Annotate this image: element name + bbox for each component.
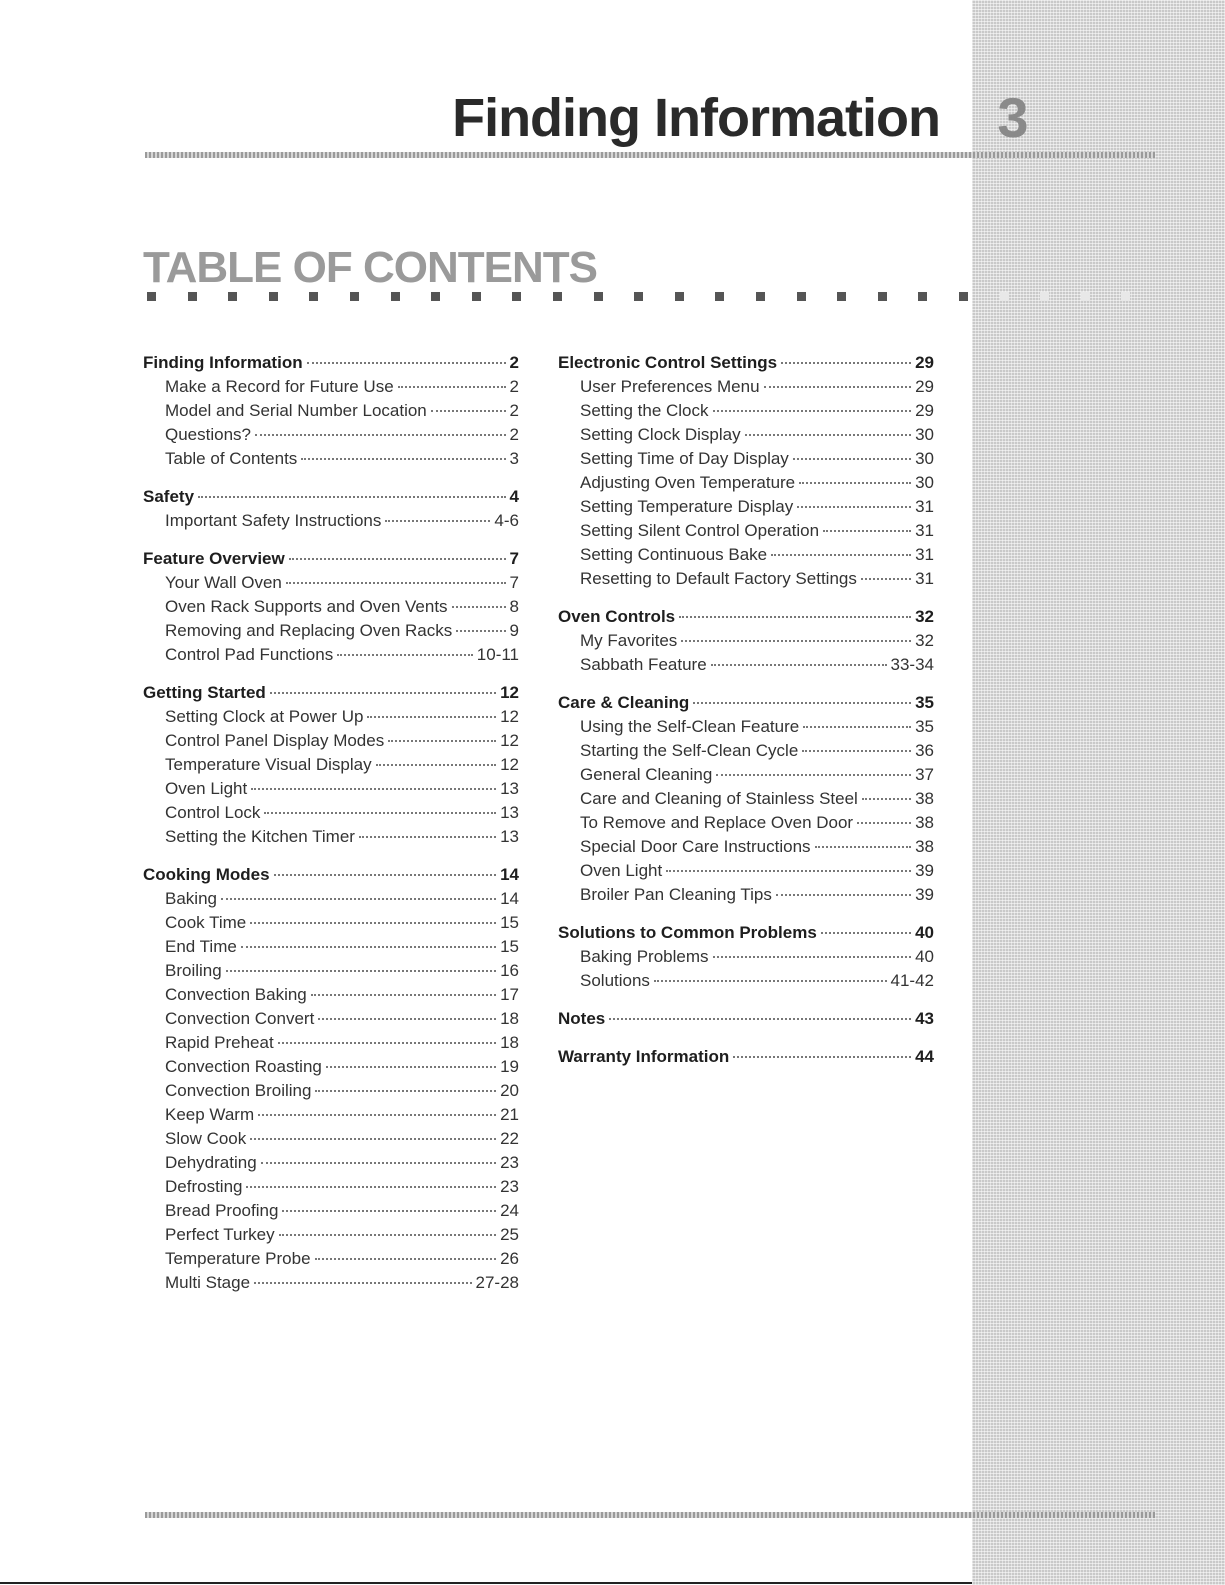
toc-entry-page-number: 19 [500,1057,519,1076]
toc-entry-page-number: 29 [915,377,934,396]
toc-section-heading-title: Finding Information [143,353,303,372]
toc-entry-title: Rapid Preheat [165,1033,274,1052]
toc-entry-page-number: 29 [915,401,934,420]
dot-leader [307,344,506,364]
toc-entry-page-number: 32 [915,631,934,650]
dot-leader [776,876,911,896]
dot-leader [270,674,496,694]
dot-leader [654,962,887,982]
toc-entry-page-number: 12 [500,707,519,726]
toc-entry-page-number: 27-28 [475,1273,519,1292]
toc-entry-title: To Remove and Replace Oven Door [580,813,854,832]
dot-leader [456,612,505,632]
toc-section-heading-title: Electronic Control Settings [558,353,778,372]
side-band [972,0,1225,1585]
page-title: Finding Information [452,88,940,148]
toc-entry-page-number: 7 [509,573,519,592]
divider-square [553,292,562,301]
dot-leader [452,588,506,608]
toc-section [558,1004,934,1028]
toc-entry-title: Make a Record for Future Use [165,377,394,396]
divider-square [878,292,887,301]
divider-square [350,292,359,301]
toc-entry[interactable] [143,640,519,664]
dot-leader [388,722,496,742]
toc-entry-title: Setting Clock Display [580,425,741,444]
toc-entry-title: Table of Contents [165,449,298,468]
toc-title: TABLE OF CONTENTS [143,243,597,292]
toc-entry-page-number: 13 [500,803,519,822]
toc-entry-page-number: 23 [500,1177,519,1196]
toc-entry-page-number: 15 [500,913,519,932]
divider-square [756,292,765,301]
toc-entry-title: Your Wall Oven [165,573,282,592]
toc-entry-title: Defrosting [165,1177,243,1196]
toc-entry-title: User Preferences Menu [580,377,760,396]
toc-section [558,918,934,990]
toc-entry-title: Multi Stage [165,1273,251,1292]
divider-square [675,292,684,301]
toc-entry-title: Oven Rack Supports and Oven Vents [165,597,448,616]
dot-leader [802,732,911,752]
toc-entry-page-number: 18 [500,1009,519,1028]
toc-entry-page-number: 21 [500,1105,519,1124]
toc-entry-page-number: 18 [500,1033,519,1052]
dot-leader [289,540,506,560]
dot-leader [359,818,496,838]
divider-square [147,292,156,301]
divider-square [797,292,806,301]
dot-leader [823,512,911,532]
divider-square [1121,292,1130,301]
toc-entry-page-number: 23 [500,1153,519,1172]
bottom-divider [145,1512,1155,1518]
toc-entry-page-number: 36 [915,741,934,760]
divider-square [918,292,927,301]
toc-entry-title: Convection Baking [165,985,307,1004]
divider-square [512,292,521,301]
toc-entry-page-number: 38 [915,813,934,832]
toc-section [143,678,519,846]
toc-entry-title: General Cleaning [580,765,713,784]
toc-entry-title: Questions? [165,425,251,444]
toc-entry-title: Setting the Clock [580,401,709,420]
dot-leader [198,478,506,498]
dot-leader [315,1240,497,1260]
divider-square [188,292,197,301]
toc-entry-page-number: 30 [915,449,934,468]
toc-entry-page-number: 12 [500,731,519,750]
toc-entry-title: Control Panel Display Modes [165,731,385,750]
dot-leader [711,646,887,666]
toc-entry-page-number: 4-6 [494,511,519,530]
toc-section [143,860,519,1292]
toc-section-heading-page-number: 40 [915,923,934,942]
toc-entry-title: Oven Light [165,779,248,798]
toc-entry-title: Control Lock [165,803,261,822]
toc-entry[interactable] [143,822,519,846]
dot-leader [367,698,496,718]
toc-section-heading-page-number: 7 [509,549,519,568]
toc-section-heading[interactable] [558,1004,934,1028]
dot-leader [815,828,912,848]
toc-entry[interactable] [558,650,934,674]
dot-leader [431,392,506,412]
toc-section-heading-page-number: 32 [915,607,934,626]
toc-entry-page-number: 33-34 [890,655,934,674]
toc-entry-page-number: 30 [915,473,934,492]
dot-leader [255,416,506,436]
dot-leader [821,914,911,934]
dot-leader [857,804,911,824]
dot-leader [279,1216,496,1236]
dot-leader [764,368,912,388]
toc-entry-title: Temperature Visual Display [165,755,372,774]
toc-section [143,348,519,468]
dot-leader [861,560,911,580]
divider-square [1000,292,1009,301]
dot-leader [226,952,496,972]
toc-entry-title: Baking [165,889,217,908]
toc-entry-page-number: 39 [915,861,934,880]
dot-leader [693,684,911,704]
toc-entry-page-number: 30 [915,425,934,444]
divider-square [1081,292,1090,301]
toc-entry-page-number: 35 [915,717,934,736]
toc-entry[interactable] [558,564,934,588]
toc-entry-title: Convection Roasting [165,1057,322,1076]
divider-square [1040,292,1049,301]
divider-square [959,292,968,301]
dot-leader [666,852,911,872]
toc-entry-title: Keep Warm [165,1105,255,1124]
dot-leader [311,976,496,996]
toc-section-heading-title: Care & Cleaning [558,693,690,712]
toc-entry-title: Dehydrating [165,1153,257,1172]
toc-right-column [558,348,934,1080]
toc-entry-title: Broiling [165,961,222,980]
dot-leader [278,1024,496,1044]
toc-entry-page-number: 31 [915,521,934,540]
dot-leader [318,1000,496,1020]
toc-section-heading-page-number: 44 [915,1047,934,1066]
toc-entry[interactable] [143,506,519,530]
toc-entry-page-number: 38 [915,837,934,856]
toc-entry-title: Setting Silent Control Operation [580,521,820,540]
dot-leader [799,464,911,484]
dot-leader [793,440,911,460]
toc-section-heading-page-number: 2 [509,353,519,372]
divider-square [269,292,278,301]
toc-section [558,348,934,588]
toc-section-heading-title: Feature Overview [143,549,285,568]
toc-entry-title: Setting Temperature Display [580,497,794,516]
toc-entry-page-number: 26 [500,1249,519,1268]
toc-entry-title: Cook Time [165,913,247,932]
toc-entry-title: Care and Cleaning of Stainless Steel [580,789,858,808]
toc-entry-title: Sabbath Feature [580,655,707,674]
dot-leader [254,1264,471,1284]
dot-leader [250,904,496,924]
toc-entry-title: Starting the Self-Clean Cycle [580,741,799,760]
dot-leader [745,416,911,436]
toc-section-heading[interactable] [558,1042,934,1066]
toc-section-heading-title: Oven Controls [558,607,676,626]
toc-entry-title: Control Pad Functions [165,645,334,664]
dot-leader [385,502,490,522]
toc-section-heading-page-number: 4 [509,487,519,506]
toc-entry-page-number: 40 [915,947,934,966]
toc-entry-title: Perfect Turkey [165,1225,275,1244]
toc-entry-page-number: 31 [915,569,934,588]
toc-entry[interactable] [143,1268,519,1292]
toc-section-heading-title: Getting Started [143,683,266,702]
toc-entry-title: Slow Cook [165,1129,247,1148]
toc-entry-page-number: 31 [915,545,934,564]
dot-leader [258,1096,496,1116]
toc-entry-title: Solutions [580,971,650,990]
toc-left-column [143,348,519,1306]
dot-leader [221,880,496,900]
toc-section-heading-title: Notes [558,1009,606,1028]
divider-square [391,292,400,301]
toc-entry-title: Setting Continuous Bake [580,545,768,564]
toc-entry-page-number: 14 [500,889,519,908]
toc-section [143,544,519,664]
toc-entry-title: End Time [165,937,237,956]
dot-leader [337,636,473,656]
toc-section-heading-page-number: 29 [915,353,934,372]
toc-entry-title: Oven Light [580,861,663,880]
toc-section-heading-title: Solutions to Common Problems [558,923,817,942]
toc-entry-page-number: 41-42 [890,971,934,990]
toc-entry-title: Adjusting Oven Temperature [580,473,796,492]
dot-leader [264,794,496,814]
toc-section-heading-page-number: 43 [915,1009,934,1028]
toc-entry-title: Broiler Pan Cleaning Tips [580,885,772,904]
dot-leader [713,938,912,958]
toc-section-heading-title: Safety [143,487,195,506]
dot-leader [246,1168,496,1188]
dot-leader [398,368,506,388]
toc-entry-title: Baking Problems [580,947,709,966]
toc-entry[interactable] [143,444,519,468]
dot-leader [376,746,496,766]
toc-entry-title: Setting Clock at Power Up [165,707,364,726]
toc-entry-title: Convection Convert [165,1009,315,1028]
toc-entry-title: My Favorites [580,631,678,650]
divider-square [228,292,237,301]
toc-entry-page-number: 13 [500,827,519,846]
toc-entry-page-number: 12 [500,755,519,774]
toc-entry-page-number: 2 [509,377,519,396]
toc-entry-page-number: 24 [500,1201,519,1220]
toc-entry-title: Special Door Care Instructions [580,837,811,856]
toc-entry-page-number: 39 [915,885,934,904]
divider-square [431,292,440,301]
dot-leader [241,928,496,948]
toc-section-heading-page-number: 35 [915,693,934,712]
dot-leader [771,536,911,556]
toc-entry-page-number: 16 [500,961,519,980]
dot-leader [251,770,496,790]
divider-square [634,292,643,301]
top-divider [145,152,1155,158]
toc-entry-page-number: 9 [509,621,519,640]
dot-leader [681,622,911,642]
toc-entry-title: Convection Broiling [165,1081,312,1100]
dot-leader [733,1038,911,1058]
toc-entry[interactable] [558,880,934,904]
divider-square [472,292,481,301]
toc-entry-page-number: 13 [500,779,519,798]
dot-leader [315,1072,496,1092]
toc-entry-title: Setting Time of Day Display [580,449,789,468]
toc-entry-page-number: 38 [915,789,934,808]
toc-entry-page-number: 15 [500,937,519,956]
dot-leader [803,708,911,728]
dot-leader [797,488,911,508]
toc-section-heading-title: Warranty Information [558,1047,730,1066]
toc-entry-page-number: 2 [509,401,519,420]
toc-section-heading-page-number: 12 [500,683,519,702]
toc-entry-title: Important Safety Instructions [165,511,382,530]
toc-entry-page-number: 25 [500,1225,519,1244]
dot-leader [286,564,506,584]
dot-leader [326,1048,496,1068]
dot-leader [274,856,497,876]
toc-entry-title: Temperature Probe [165,1249,311,1268]
toc-entry-page-number: 20 [500,1081,519,1100]
dot-leader [781,344,911,364]
dot-leader [713,392,912,412]
toc-section [558,1042,934,1066]
toc-entry-title: Using the Self-Clean Feature [580,717,800,736]
dot-leader [282,1192,496,1212]
toc-entry-page-number: 8 [509,597,519,616]
dot-leader [609,1000,911,1020]
divider-square [837,292,846,301]
dot-leader [250,1120,496,1140]
square-divider [147,292,1157,304]
toc-entry-page-number: 2 [509,425,519,444]
toc-entry-page-number: 10-11 [476,645,519,664]
toc-entry-title: Removing and Replacing Oven Racks [165,621,453,640]
toc-entry[interactable] [558,966,934,990]
toc-entry-title: Setting the Kitchen Timer [165,827,355,846]
toc-entry-page-number: 37 [915,765,934,784]
dot-leader [261,1144,496,1164]
toc-section-heading-title: Cooking Modes [143,865,270,884]
chapter-number: 3 [997,86,1029,149]
dot-leader [716,756,911,776]
dot-leader [862,780,911,800]
divider-square [309,292,318,301]
toc-section [143,482,519,530]
toc-entry-page-number: 17 [500,985,519,1004]
toc-section [558,688,934,904]
toc-entry-page-number: 22 [500,1129,519,1148]
toc-entry-title: Model and Serial Number Location [165,401,427,420]
bottom-edge-line [0,1582,972,1584]
dot-leader [301,440,505,460]
divider-square [594,292,603,301]
toc-entry-page-number: 31 [915,497,934,516]
divider-square [715,292,724,301]
toc-entry-page-number: 3 [509,449,519,468]
toc-section [558,602,934,674]
toc-section-heading-page-number: 14 [500,865,519,884]
toc-entry-title: Resetting to Default Factory Settings [580,569,857,588]
dot-leader [679,598,911,618]
toc-entry-title: Bread Proofing [165,1201,279,1220]
